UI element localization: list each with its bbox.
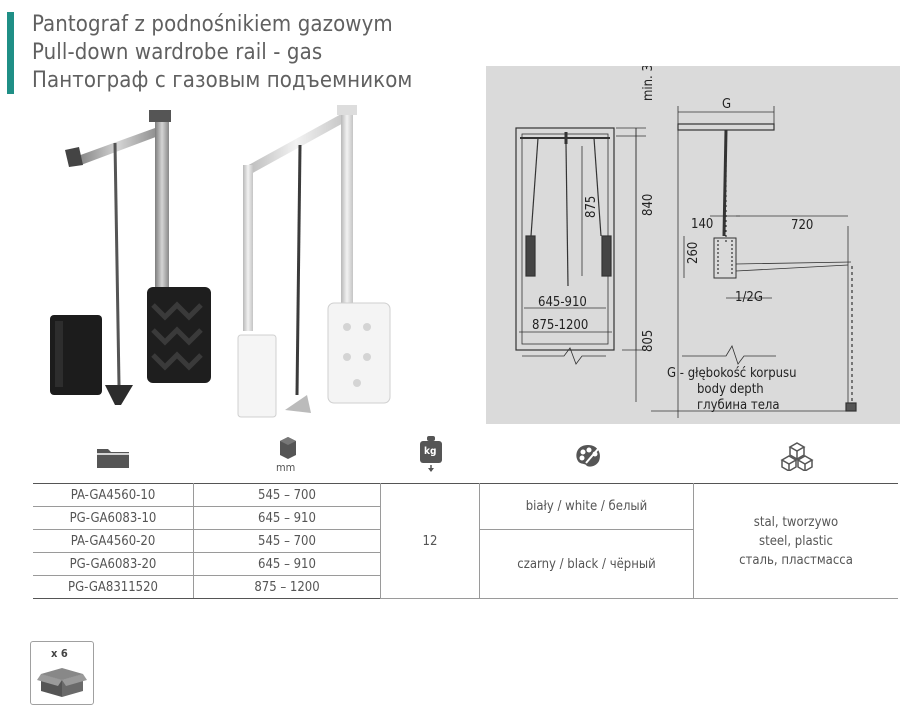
model-cell: PG-GA6083-10 (33, 507, 194, 530)
model-cell: PG-GA6083-20 (33, 553, 194, 576)
dimension-icon (278, 437, 298, 459)
range-cell: 545 – 700 (194, 484, 381, 507)
spec-table (33, 483, 898, 599)
black-rail-photo (50, 110, 211, 405)
technical-drawing (486, 66, 900, 424)
dim-min30: min. 30 (641, 66, 656, 101)
dim-805: 805 (641, 329, 656, 352)
technical-drawing-svg (486, 66, 900, 424)
dim-140: 140 (691, 217, 714, 232)
title-english: Pull-down wardrobe rail - gas (32, 40, 323, 65)
material-cell (694, 484, 899, 599)
dimension-unit: mm (276, 461, 296, 474)
dim-260: 260 (686, 241, 701, 264)
range-cell: 875 – 1200 (194, 576, 381, 599)
accent-bar (7, 12, 14, 94)
white-rail-photo (238, 105, 390, 417)
title-block (32, 11, 412, 95)
load-cell: 12 (381, 484, 480, 599)
palette-icon (574, 443, 602, 469)
title-russian: Пантограф с газовым подъемником (32, 68, 413, 93)
color-white-cell: biały / white / белый (480, 484, 694, 530)
folder-icon (96, 445, 130, 469)
dim-half-g: 1/2G (735, 290, 763, 305)
legend-line-2: body depth (697, 382, 764, 397)
dim-875-1200: 875-1200 (532, 318, 589, 333)
dim-645-910: 645-910 (538, 295, 587, 310)
legend-line-3: глубина тела (697, 398, 780, 413)
range-cell: 645 – 910 (194, 507, 381, 530)
weight-header (418, 436, 444, 472)
material-en: steel, plastic (759, 533, 833, 549)
product-photo (35, 95, 395, 425)
legend-line-1: G - głębokość korpusu (667, 366, 797, 381)
title-polish: Pantograf z podnośnikiem gazowym (32, 12, 393, 37)
dimension-header (272, 437, 308, 475)
dim-840: 840 (641, 193, 656, 216)
range-cell: 545 – 700 (194, 530, 381, 553)
table-row (33, 484, 898, 507)
box-icon (37, 664, 87, 698)
package-quantity (30, 641, 94, 705)
dim-720: 720 (791, 218, 814, 233)
material-pl: stal, tworzywo (753, 514, 839, 530)
material-ru: сталь, пластмасса (739, 552, 853, 568)
color-black-cell: czarny / black / чёрный (480, 530, 694, 599)
dim-g: G (722, 97, 732, 112)
model-cell: PG-GA8311520 (33, 576, 194, 599)
package-quantity-label: x 6 (51, 647, 68, 660)
range-cell: 645 – 910 (194, 553, 381, 576)
weight-unit: kg (424, 446, 437, 457)
model-cell: PA-GA4560-20 (33, 530, 194, 553)
cubes-icon (780, 441, 814, 471)
model-cell: PA-GA4560-10 (33, 484, 194, 507)
dim-875: 875 (584, 195, 599, 218)
